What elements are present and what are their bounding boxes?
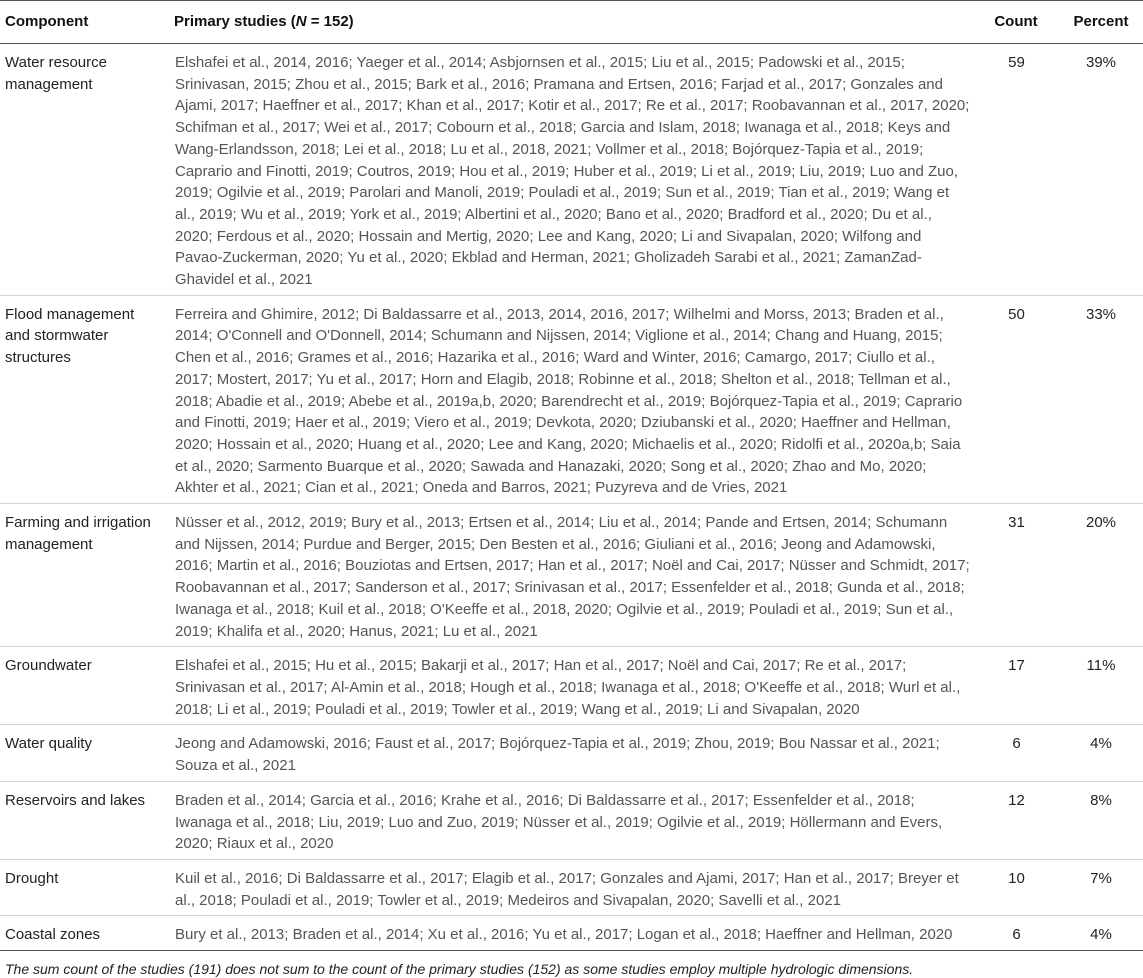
count-cell: 6 <box>981 916 1059 951</box>
percent-cell: 11% <box>1059 647 1143 725</box>
table-row <box>0 504 1143 647</box>
count-cell: 17 <box>981 647 1059 725</box>
studies-cell: Ferreira and Ghimire, 2012; Di Baldassarre et al., 2013, 2014, 2016, 2017; Wilhelmi and Morss, 2013; Braden et al., 2014; O'Connell and O'Donnell, 2014; Schumann and Nijssen, 2014; Viglione et al., 2014; Chang and Huang, 2015; Chen et al., 2016; Grames et al., 2016; Hazarika et al., 2016; Ward and Winter, 2016; Camargo, 2017; Ciullo et al., 2017; Mostert, 2017; Yu et al., 2017; Horn and Elagib, 2018; Robinne et al., 2018; Shelton et al., 2018; Tellman et al., 2018; Abadie et al., 2019; Abebe et al., 2019a,b, 2020; Barendrecht et al., 2019; Bojórquez-Tapia et al., 2019; Caprario and Finotti, 2019; Haer et al., 2019; Viero et al., 2019; Devkota, 2020; Dziubanski et al., 2020; Haeffner and Hellman, 2020; Hossain et al., 2020; Huang et al., 2020; Lee and Kang, 2020; Michaelis et al., 2020; Ridolfi et al., 2020a,b; Saia et al., 2020; Sarmento Buarque et al., 2020; Sawada and Hanazaki, 2020; Song et al., 2020; Zhao and Mo, 2020; Akhter et al., 2021; Cian et al., 2021; Oneda and Barros, 2021; Puzyreva and de Vries, 2021 <box>169 295 981 503</box>
table-row <box>0 781 1143 859</box>
studies-cell: Elshafei et al., 2014, 2016; Yaeger et al., 2014; Asbjornsen et al., 2015; Liu et al., 2015; Padowski et al., 2015; Srinivasan, 2015; Zhou et al., 2015; Bark et al., 2016; Pramana and Ertsen, 2016; Farjad et al., 2017; Gonzales and Ajami, 2017; Haeffner et al., 2017; Khan et al., 2017; Kotir et al., 2017; Re et al., 2017; Roobavannan et al., 2017, 2020; Schifman et al., 2017; Wei et al., 2017; Cobourn et al., 2018; Garcia and Islam, 2018; Iwanaga et al., 2018; Keys and Wang-Erlandsson, 2018; Lei et al., 2018; Lu et al., 2018, 2021; Vollmer et al., 2018; Bojórquez-Tapia et al., 2019; Caprario and Finotti, 2019; Coutros, 2019; Hou et al., 2019; Huber et al., 2019; Li et al., 2019; Liu, 2019; Luo and Zuo, 2019; Ogilvie et al., 2019; Parolari and Manoli, 2019; Pouladi et al., 2019; Sun et al., 2019; Tian et al., 2019; Wang et al., 2019; Wu et al., 2019; York et al., 2019; Albertini et al., 2020; Bano et al., 2020; Bradford et al., 2020; Du et al., 2020; Ferdous et al., 2020; Hossain and Mertig, 2020; Lee and Kang, 2020; Li and Sivapalan, 2020; Wilfong and Pavao-Zuckerman, 2020; Yu et al., 2020; Ekblad and Herman, 2021; Gholizadeh Sarabi et al., 2021; ZamanZad-Ghavidel et al., 2021 <box>169 44 981 296</box>
header-row <box>0 1 1143 44</box>
component-cell: Reservoirs and lakes <box>0 781 169 859</box>
header-studies-suffix: = 152) <box>306 13 354 30</box>
percent-cell: 8% <box>1059 781 1143 859</box>
table-row <box>0 647 1143 725</box>
header-studies-prefix: Primary studies ( <box>174 13 296 30</box>
table-row <box>0 295 1143 503</box>
percent-cell: 33% <box>1059 295 1143 503</box>
percent-cell: 4% <box>1059 725 1143 781</box>
header-component: Component <box>0 1 169 44</box>
studies-cell: Bury et al., 2013; Braden et al., 2014; Xu et al., 2016; Yu et al., 2017; Logan et al., 2018; Haeffner and Hellman, 2020 <box>169 916 981 951</box>
count-cell: 6 <box>981 725 1059 781</box>
table-footnote: The sum count of the studies (191) does not sum to the count of the primary studies (152) as some studies employ multiple hydrologic dimensions. <box>5 961 914 978</box>
count-cell: 59 <box>981 44 1059 296</box>
studies-cell: Jeong and Adamowski, 2016; Faust et al., 2017; Bojórquez-Tapia et al., 2019; Zhou, 2019; Bou Nassar et al., 2021; Souza et al., 2021 <box>169 725 981 781</box>
component-cell: Groundwater <box>0 647 169 725</box>
header-primary-studies <box>169 1 981 44</box>
component-cell: Water quality <box>0 725 169 781</box>
count-cell: 50 <box>981 295 1059 503</box>
component-cell: Farming and irrigation management <box>0 504 169 647</box>
component-cell: Flood management and stormwater structures <box>0 295 169 503</box>
component-cell: Coastal zones <box>0 916 169 951</box>
header-percent: Percent <box>1059 1 1143 44</box>
percent-cell: 39% <box>1059 44 1143 296</box>
percent-cell: 7% <box>1059 859 1143 915</box>
percent-cell: 20% <box>1059 504 1143 647</box>
studies-cell: Braden et al., 2014; Garcia et al., 2016; Krahe et al., 2016; Di Baldassarre et al., 2017; Essenfelder et al., 2018; Iwanaga et al., 2018; Liu, 2019; Luo and Zuo, 2019; Nüsser et al., 2019; Ogilvie et al., 2019; Höllermann and Evers, 2020; Riaux et al., 2020 <box>169 781 981 859</box>
table-row <box>0 916 1143 951</box>
count-cell: 10 <box>981 859 1059 915</box>
component-cell: Drought <box>0 859 169 915</box>
table-row <box>0 44 1143 296</box>
studies-cell: Elshafei et al., 2015; Hu et al., 2015; Bakarji et al., 2017; Han et al., 2017; Noël and Cai, 2017; Re et al., 2017; Srinivasan et al., 2017; Al-Amin et al., 2018; Hough et al., 2018; Iwanaga et al., 2018; O'Keeffe et al., 2018; Wurl et al., 2018; Li et al., 2019; Pouladi et al., 2019; Towler et al., 2019; Wang et al., 2019; Li and Sivapalan, 2020 <box>169 647 981 725</box>
percent-cell: 4% <box>1059 916 1143 951</box>
table-row <box>0 859 1143 915</box>
header-count: Count <box>981 1 1059 44</box>
count-cell: 31 <box>981 504 1059 647</box>
studies-cell: Nüsser et al., 2012, 2019; Bury et al., 2013; Ertsen et al., 2014; Liu et al., 2014; Pande and Ertsen, 2014; Schumann and Nijssen, 2014; Purdue and Berger, 2015; Den Besten et al., 2016; Giuliani et al., 2016; Jeong and Adamowski, 2016; Martin et al., 2016; Bouziotas and Ertsen, 2017; Han et al., 2017; Noël and Cai, 2017; Nüsser and Schmidt, 2017; Roobavannan et al., 2017; Sanderson et al., 2017; Srinivasan et al., 2017; Essenfelder et al., 2018; Gunda et al., 2018; Iwanaga et al., 2018; Kuil et al., 2018; O'Keeffe et al., 2018, 2020; Ogilvie et al., 2019; Pouladi et al., 2019; Sun et al., 2019; Khalifa et al., 2020; Hanus, 2021; Lu et al., 2021 <box>169 504 981 647</box>
header-studies-n: N <box>295 13 307 30</box>
component-cell: Water resource management <box>0 44 169 296</box>
studies-cell: Kuil et al., 2016; Di Baldassarre et al., 2017; Elagib et al., 2017; Gonzales and Ajami, 2017; Han et al., 2017; Breyer et al., 2018; Pouladi et al., 2019; Towler et al., 2019; Medeiros and Sivapalan, 2020; Savelli et al., 2021 <box>169 859 981 915</box>
table-row <box>0 725 1143 781</box>
count-cell: 12 <box>981 781 1059 859</box>
